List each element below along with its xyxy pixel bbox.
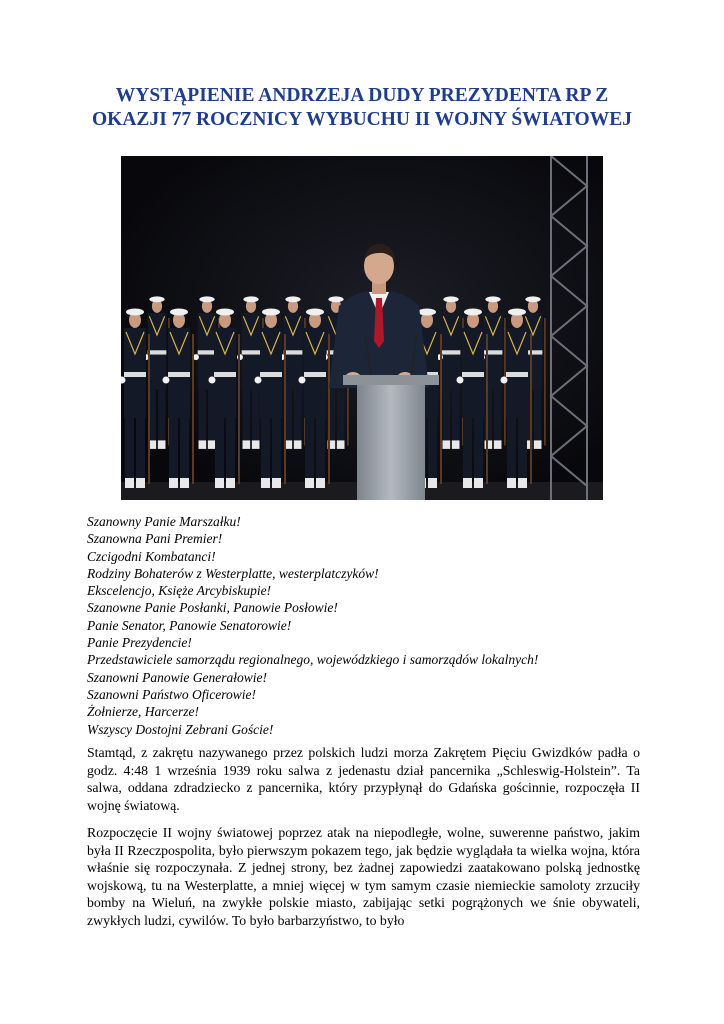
greetings-list [87,513,647,738]
greeting-line: Rodziny Bohaterów z Westerplatte, westerplatczyków! [87,565,379,581]
greeting-line: Szanowni Państwo Oficerowie! [87,686,256,702]
title-line-2: OKAZJI 77 ROCZNICY WYBUCHU II WOJNY ŚWIATOWEJ [92,109,632,130]
title-line-1: WYSTĄPIENIE ANDRZEJA DUDY PREZYDENTA RP Z [115,85,609,106]
ceremony-photo [121,156,603,500]
document-title [60,84,664,132]
greeting-line: Szanowni Panowie Generałowie! [87,669,267,685]
greeting-line: Szanowny Panie Marszałku! [87,514,241,529]
greeting-line: Panie Senator, Panowie Senatorowie! [87,617,292,633]
greeting-line: Szanowna Pani Premier! [87,531,223,547]
greeting-line: Panie Prezydencie! [87,635,192,651]
paragraph-2: Rozpoczęcie II wojny światowej poprzez atak na niepodległe, wolne, suwerenne państwo, jakim była II Rzeczpospolita, było pierwszym pokazem tego, jak będzie wyglądała ta wielka wojna, która właśnie się rozpoczynała. Z jednej strony, bez żadnej zapowiedzi zaatakowano polską jednostkę wojskową, tu na Westerplatte, a mniej więcej w tym samym czasie niemieckie samoloty zrzuciły bomby na Wieluń, na zwykłe polskie miasto, zabijając setki pogrążonych we śnie obywateli, zwykłych ludzi, cywilów. To było barbarzyństwo, to było [87,825,640,928]
greeting-line: Przedstawiciele samorządu regionalnego, wojewódzkiego i samorządów lokalnych! [87,652,539,668]
greeting-line: Wszyscy Dostojni Zebrani Goście! [87,721,274,737]
paragraph-1: Stamtąd, z zakrętu nazywanego przez polskich ludzi morza Zakrętem Pięciu Gwizdków padła o godz. 4:48 1 września 1939 roku salwa z jedenastu dział pancernika „Schleswig-Holstein”. Ta salwa, oddana zdradziecko z pancernika, który przypłynął do Gdańska gościnnie, rozpoczęła II wojnę światową. [87,745,640,813]
greeting-line: Czcigodni Kombatanci! [87,548,216,564]
greeting-line: Żołnierze, Harcerze! [87,704,199,720]
greeting-line: Ekscelencjo, Księże Arcybiskupie! [87,583,272,599]
greeting-line: Szanowne Panie Posłanki, Panowie Posłowie! [87,600,338,616]
